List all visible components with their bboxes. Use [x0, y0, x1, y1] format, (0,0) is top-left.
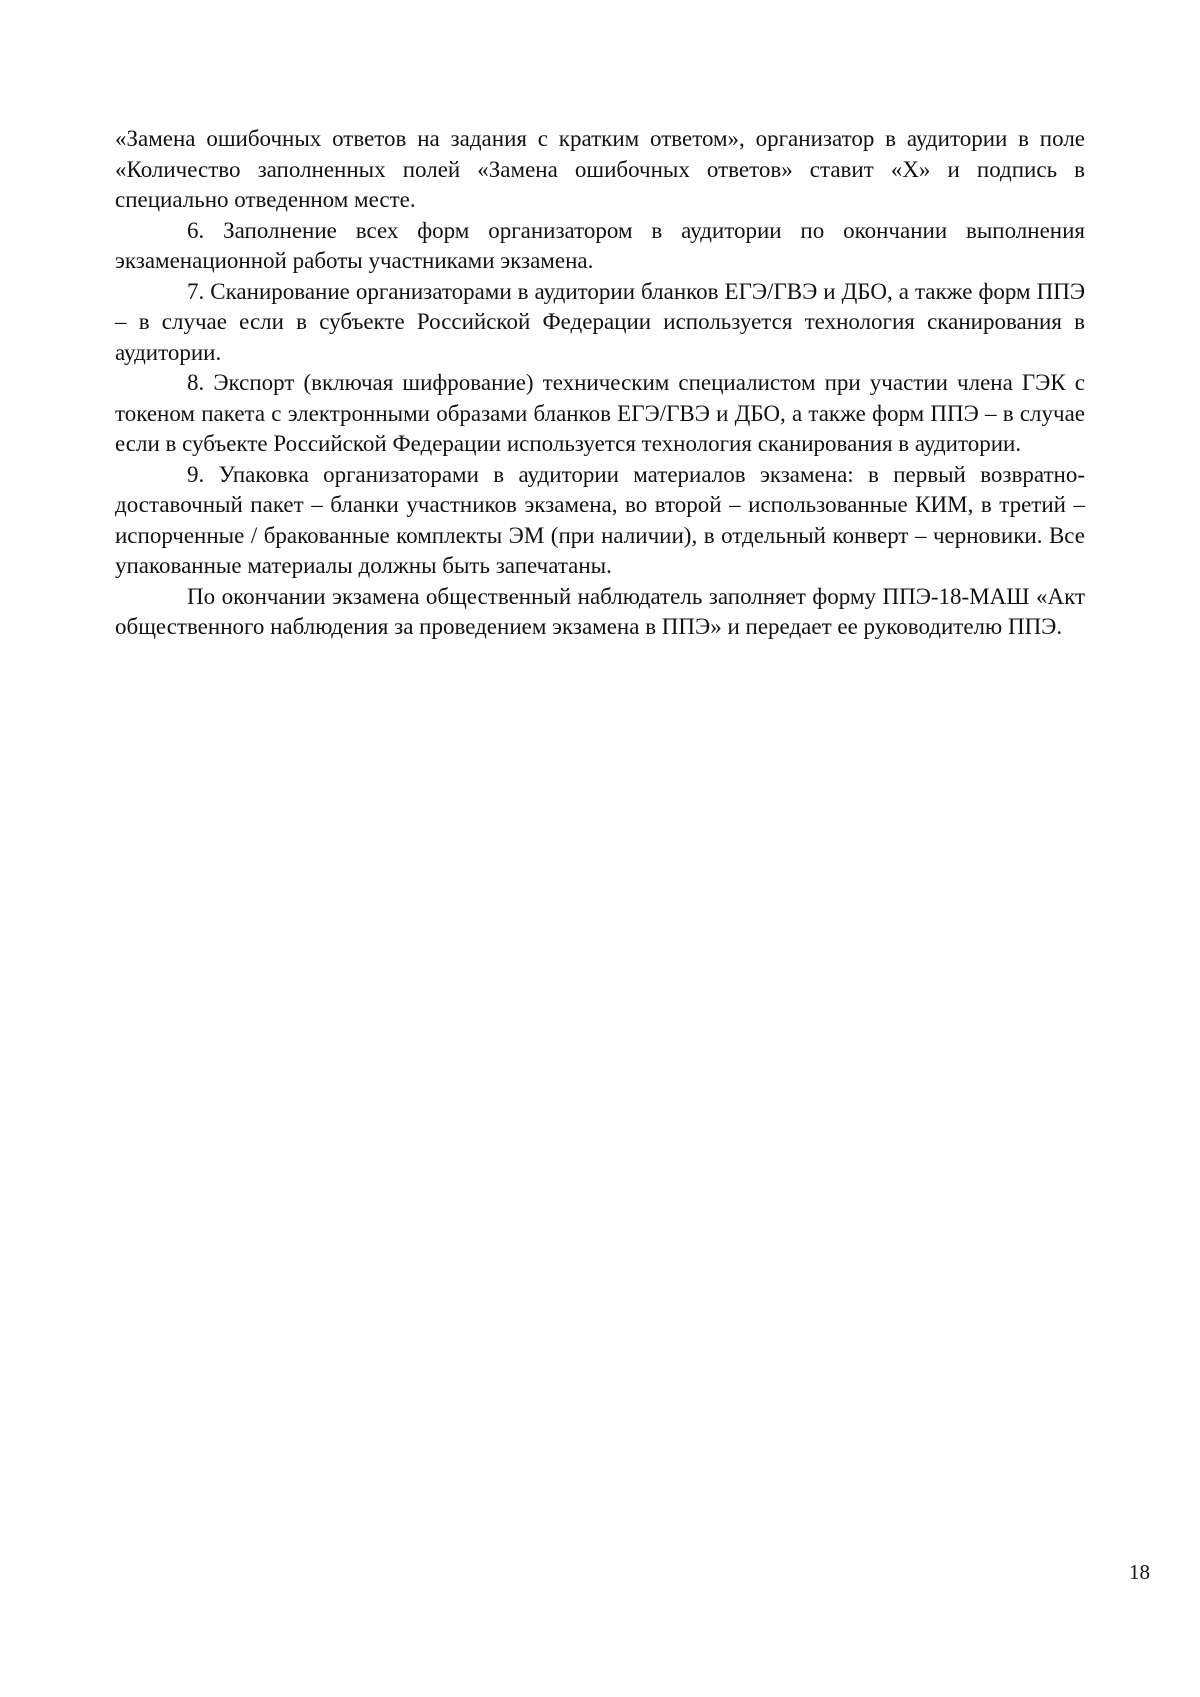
document-body: [115, 124, 1085, 643]
paragraph-item-9: 9. Упаковка организаторами в аудитории материалов экзамена: в первый возвратно-доставочный пакет – бланки участников экзамена, во второй – использованные КИМ, в третий – испорченные / бракованные комплекты ЭМ (при наличии), в отдельный конверт – черновики. Все упакованные материалы должны быть запечатаны.: [115, 461, 1085, 578]
paragraph-item-8: 8. Экспорт (включая шифрование) техническим специалистом при участии члена ГЭК с токеном пакета с электронными образами бланков ЕГЭ/ГВЭ и ДБО, а также форм ППЭ – в случае если в субъекте Российской Федерации используется технология сканирования в аудитории.: [115, 370, 1085, 456]
paragraph-continuation: «Замена ошибочных ответов на задания с кратким ответом», организатор в аудитории в поле «Количество заполненных полей «Замена ошибочных ответов» ставит «X» и подпись в специально отведенном месте.: [115, 126, 1085, 212]
paragraph-item-6: 6. Заполнение всех форм организатором в аудитории по окончании выполнения экзаменационной работы участниками экзамена.: [115, 217, 1085, 273]
paragraph-closing: По окончании экзамена общественный наблюдатель заполняет форму ППЭ-18-МАШ «Акт общественного наблюдения за проведением экзамена в ППЭ» и передает ее руководителю ППЭ.: [115, 583, 1085, 639]
paragraph-item-7: 7. Сканирование организаторами в аудитории бланков ЕГЭ/ГВЭ и ДБО, а также форм ППЭ – в случае если в субъекте Российской Федерации используется технология сканирования в аудитории.: [115, 278, 1085, 365]
page-number: 18: [1129, 1560, 1150, 1584]
